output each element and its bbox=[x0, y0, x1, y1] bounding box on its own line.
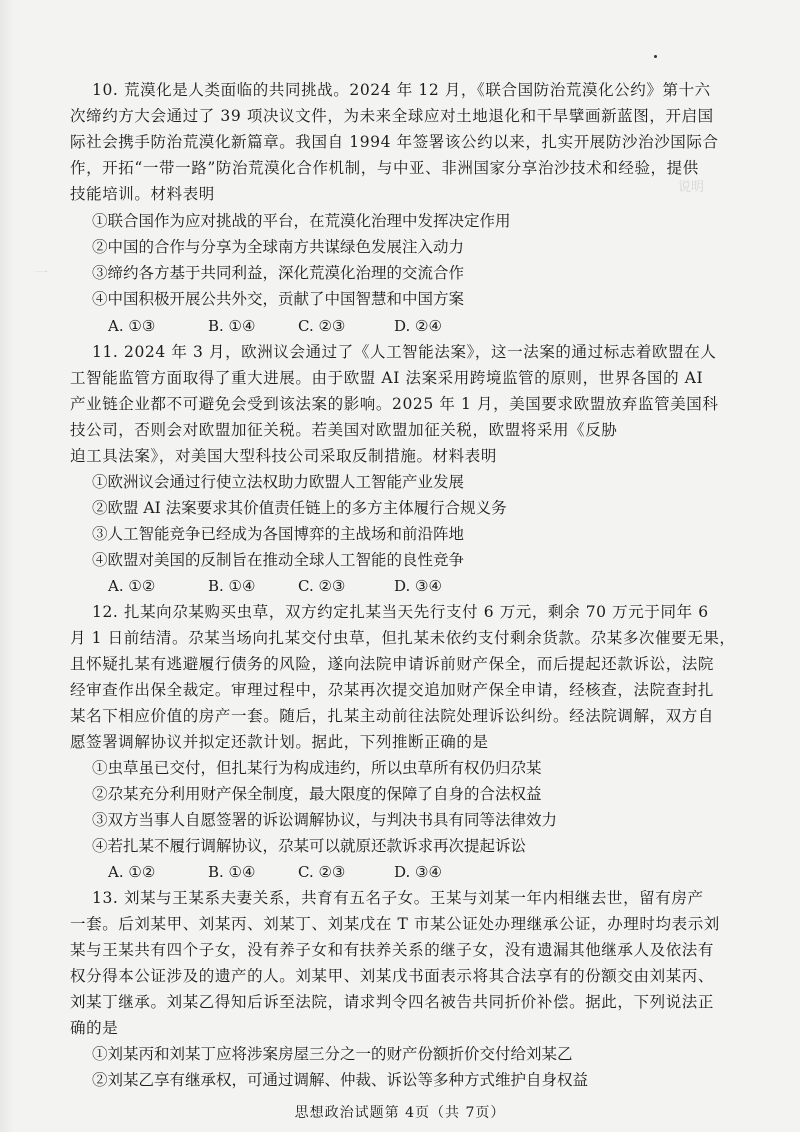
q11-option: ②欧盟 AI 法案要求其价值责任链上的多方主体履行合规义务 bbox=[92, 499, 507, 517]
q12-line: 12. 扎某向尕某购买虫草，双方约定扎某当天先行支付 6 万元，剩余 70 万元于同年 6 bbox=[92, 603, 709, 621]
q10-option: ②中国的合作与分享为全球南方共谋绿色发展注入动力 bbox=[92, 238, 465, 256]
q12-line: 且怀疑扎某有逃避履行债务的风险，遂向法院申请诉前财产保全，而后提起还款诉讼，法院 bbox=[70, 655, 715, 673]
q13-line: 刘某丁继承。刘某乙得知后诉至法院，请求判令四名被告共同折价补偿。据此，下列说法正 bbox=[70, 993, 715, 1011]
q12-line: 某名下相应价值的房产一套。随后，扎某主动前往法院处理诉讼纠纷。经法院调解，双方自 bbox=[70, 707, 715, 725]
q13-line: 13. 刘某与王某系夫妻关系，共育有五名子女。王某与刘某一年内相继去世，留有房产 bbox=[92, 889, 704, 907]
q11-choice-b: B. ①④ bbox=[208, 577, 256, 595]
q12-choice-b: B. ①④ bbox=[208, 863, 256, 881]
q10-line: 作，开拓“一带一路”防治荒漠化合作机制，与中亚、非洲国家分享治沙技术和经验，提供 bbox=[70, 159, 699, 177]
q11-line: 产业链企业都不可避免会受到该法案的影响。2025 年 1 月，美国要求欧盟放弃监管美国科 bbox=[70, 395, 719, 413]
q11-line: 11. 2024 年 3 月，欧洲议会通过了《人工智能法案》，这一法案的通过标志着欧盟在人 bbox=[92, 343, 717, 361]
q12-choice-d: D. ③④ bbox=[394, 863, 442, 881]
q10-choice-b: B. ①④ bbox=[208, 317, 256, 335]
q12-line: 愿签署调解协议并拟定还款计划。据此，下列推断正确的是 bbox=[70, 733, 489, 751]
q11-option: ①欧洲议会通过行使立法权助力欧盟人工智能产业发展 bbox=[92, 473, 465, 491]
q10-option: ③缔约各方基于共同利益，深化荒漠化治理的交流合作 bbox=[92, 264, 465, 282]
q12-option: ②尕某充分利用财产保全制度，最大限度的保障了自身的合法权益 bbox=[92, 785, 542, 803]
q13-line: 确的是 bbox=[70, 1019, 119, 1037]
q11-option: ③人工智能竞争已经成为各国博弈的主战场和前沿阵地 bbox=[92, 525, 465, 543]
q13-line: 某与王某共有四个子女，没有养子女和有扶养关系的继子女，没有遗漏其他继承人及依法有 bbox=[70, 941, 715, 959]
q12-option: ①虫草虽已交付，但扎某行为构成违约，所以虫草所有权仍归尕某 bbox=[92, 759, 542, 777]
q13-line: 一套。后刘某甲、刘某丙、刘某丁、刘某戊在 T 市某公证处办理继承公证，办理时均表示刘 bbox=[70, 915, 720, 933]
q12-option: ④若扎某不履行调解协议，尕某可以就原还款诉求再次提起诉讼 bbox=[92, 837, 527, 855]
q11-choice-d: D. ③④ bbox=[394, 577, 442, 595]
q12-line: 月 1 日前结清。尕某当场向扎某交付虫草，但扎某未依约支付剩余货款。尕某多次催要无果， bbox=[70, 629, 736, 647]
bleed-mark: 一 bbox=[35, 266, 49, 281]
q13-option: ②刘某乙享有继承权，可通过调解、仲裁、诉讼等多种方式维护自身权益 bbox=[92, 1071, 589, 1089]
scan-dot bbox=[654, 55, 657, 58]
page-footer: 思想政治试题第 4页（共 7页） bbox=[294, 1105, 506, 1121]
q11-line: 技公司，否则会对欧盟加征关税。若美国对欧盟加征关税，欧盟将采用《反胁 bbox=[70, 421, 618, 439]
q11-line: 工智能监管方面取得了重大进展。由于欧盟 AI 法案采用跨境监管的原则，世界各国的 AI bbox=[70, 369, 704, 387]
q10-line: 次缔约方大会通过了 39 项决议文件，为未来全球应对土地退化和干旱擘画新蓝图，开启国 bbox=[70, 107, 714, 125]
q10-choice-a: A. ①③ bbox=[108, 317, 156, 335]
q12-choice-a: A. ①② bbox=[108, 863, 156, 881]
q11-option: ④欧盟对美国的反制旨在推动全球人工智能的良性竞争 bbox=[92, 551, 465, 569]
q10-line: 技能培训。材料表明 bbox=[70, 185, 215, 203]
q11-choice-c: C. ②③ bbox=[298, 577, 346, 595]
q10-line: 际社会携手防治荒漠化新篇章。我国自 1994 年签署该公约以来，扎实开展防沙治沙国际合 bbox=[70, 133, 719, 151]
bleed-mark: 说明 bbox=[678, 180, 705, 195]
q13-line: 权分得本公证涉及的遗产的人。刘某甲、刘某戊书面表示将其合法享有的份额交由刘某丙、 bbox=[70, 967, 715, 985]
q10-line: 10. 荒漠化是人类面临的共同挑战。2024 年 12 月，《联合国防治荒漠化公约》第十六 bbox=[92, 81, 711, 99]
q10-choice-d: D. ②④ bbox=[394, 317, 442, 335]
q13-option: ①刘某丙和刘某丁应将涉案房屋三分之一的财产份额折价交付给刘某乙 bbox=[92, 1045, 573, 1063]
q10-choice-c: C. ②③ bbox=[298, 317, 346, 335]
q11-choice-a: A. ①② bbox=[108, 577, 156, 595]
left-scan-shadow bbox=[0, 0, 14, 1132]
q12-choice-c: C. ②③ bbox=[298, 863, 346, 881]
q12-option: ③双方当事人自愿签署的诉讼调解协议，与判决书具有同等法律效力 bbox=[92, 811, 558, 829]
q11-line: 迫工具法案》，对美国大型科技公司采取反制措施。材料表明 bbox=[70, 447, 497, 465]
q10-option: ④中国积极开展公共外交，贡献了中国智慧和中国方案 bbox=[92, 290, 465, 308]
q10-option: ①联合国作为应对挑战的平台，在荒漠化治理中发挥决定作用 bbox=[92, 212, 511, 230]
q12-line: 经审查作出保全裁定。审理过程中，尕某再次提交追加财产保全申请，经核查，法院查封扎 bbox=[70, 681, 715, 699]
